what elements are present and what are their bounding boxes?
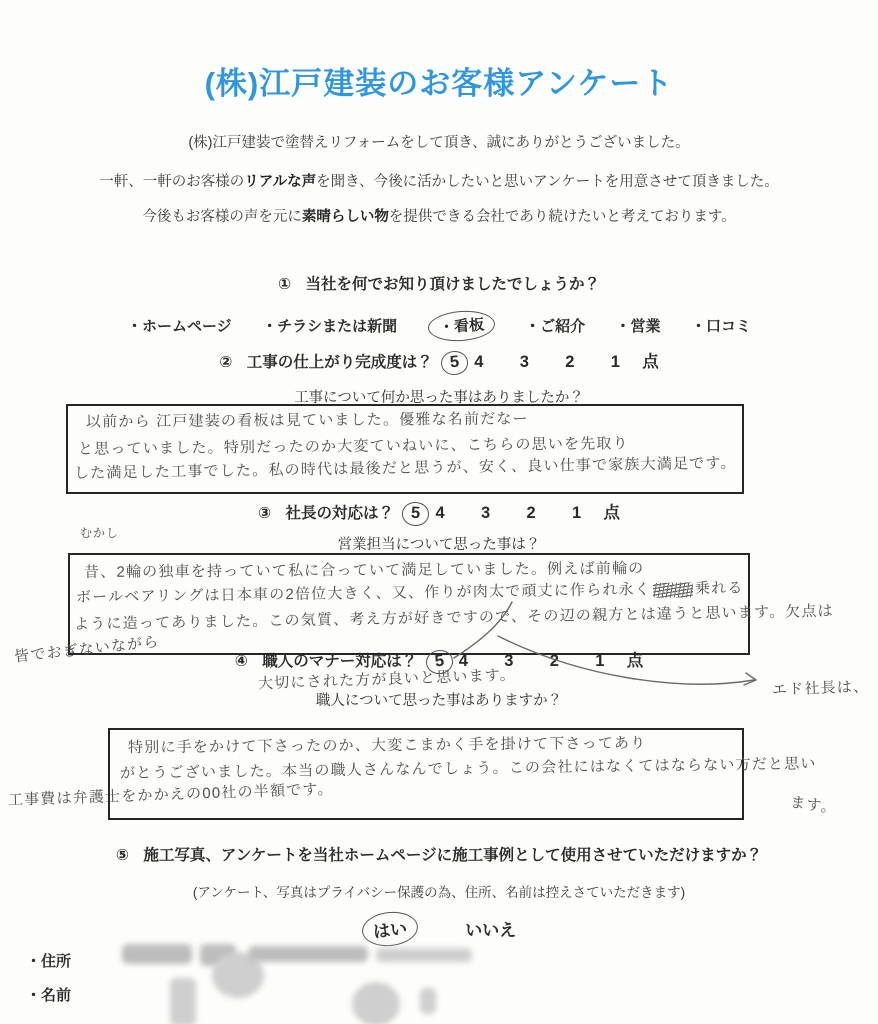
intro-line-1 [0,131,878,152]
comment-2-note-mid: 大切にされた方が良いと思います。 [257,666,517,693]
question-5-number: ⑤ [115,847,130,864]
question-1-options [0,311,878,341]
comment-3-prompt: 職人について思った事はありますか？ [315,693,563,709]
question-2-number: ② [219,354,233,371]
intro-line-3 [0,205,878,226]
comment-2-line-3: ように造ってありました。この気質、考え方が好きですので、その辺の親方とは違うと思います。欠点は [73,602,834,633]
option-flyer-newspaper: ・チラシまたは新聞 [262,318,398,335]
option-word-of-mouth: ・口コミ [691,318,752,335]
q2-score-1: 1 [610,353,620,371]
pen-arrow-to-edo-note [492,630,772,696]
intro-line-3-bold: 素晴らしい物 [301,209,389,225]
page-title: (株)江戸建装のお客様アンケート [204,66,674,101]
q4-score-unit: 点 [626,652,644,670]
question-5-heading [0,843,878,865]
question-3-label: 社長の対応は？ [285,505,394,522]
comment-3-note-bottom: 工事費は弁護士をかかえの00社の半額です。 [7,780,334,809]
q4-score-1: 1 [595,652,605,670]
intro-line-3-post: を提供できる会社であり続けたいと考えております。 [388,209,736,225]
q2-score-4: 4 [474,353,484,371]
q4-score-4: 4 [458,652,468,670]
answer-yes-circled [360,909,419,949]
comment-2-note-left: 皆でおぎないながら [13,633,161,666]
comment-2-line-1: 昔、2輪の独車を持っていて私に合っていて満足していました。例えば前輪の [83,560,645,581]
option-signboard-circled [427,309,496,344]
q3-score-unit: 点 [603,504,620,522]
question-4-label: 職人のマナー対応は？ [262,653,418,670]
intro-line-2-bold: リアルな声 [244,174,317,190]
yes-no-row [0,912,878,946]
answer-no-label: いいえ [465,921,517,940]
q4-score-3: 3 [504,652,514,670]
q2-score-3: 3 [519,353,529,371]
comment-2-prompt: 営業担当について思った事は？ [337,537,541,553]
comment-3-line-2-continuation: ます。 [789,793,839,818]
scribbled-out-word [653,582,693,598]
question-3-row [0,499,878,526]
question-1-heading [0,272,878,294]
privacy-note: (アンケート、写真はプライバシー保護の為、住所、名前は控えさていただきます) [192,885,686,900]
question-2-row [0,348,878,375]
q3-score-5-circled: 5 [402,501,430,526]
q2-score-5-circled: 5 [440,350,469,376]
address-field-label: ・住所 [26,953,72,970]
option-signboard-label: ・看板 [438,316,485,337]
question-1-number: ① [278,276,292,293]
intro-line-1-text: (株)江戸建装で塗替えリフォームをして頂き、誠にありがとうございました。 [188,135,690,151]
comment-1-line-1: 以前から 江戸建装の看板は見ていました。優雅な名前だなー [85,410,529,431]
comment-1-prompt: 工事について何か思った事はありましたか？ [294,390,584,406]
comment-2-line-2-overflow: 乗れる [694,579,744,598]
comment-2-furigana: むかし [80,526,120,540]
name-field-label: ・名前 [26,987,72,1004]
q4-score-2: 2 [549,652,559,670]
option-sales: ・営業 [615,318,661,335]
intro-line-2-pre: 一軒、一軒のお客様の [99,174,245,190]
q2-score-2: 2 [565,353,575,371]
intro-line-2 [0,170,878,191]
comment-2-note-right: エド社長は、 [771,678,870,699]
comment-1-line-2: と思っていました。特別だったのか大変ていねいに、こちらの思いを先取り [77,435,629,458]
q3-score-2: 2 [526,504,536,522]
q3-score-1: 1 [571,504,582,522]
q3-score-4: 4 [435,504,445,522]
q4-score-5-circled: 5 [424,648,454,675]
answer-yes-label: はい [372,919,408,942]
question-4-number: ④ [234,653,248,670]
q3-score-3: 3 [480,504,491,522]
option-referral: ・ご紹介 [525,318,586,335]
intro-line-3-pre: 今後もお客様の声を元に [142,209,302,225]
question-1-text: 当社を何でお知り頂けましたでしょうか？ [305,276,600,293]
question-2-label: 工事の仕上がり完成度は？ [246,354,433,371]
question-3-number: ③ [258,505,272,522]
comment-3-line-1: 特別に手をかけて下さったのか、大変こまかく手を掛けて下さってあり [127,734,647,757]
comment-1-line-3: した満足した工事でした。私の時代は最後だと思うが、安く、良い仕事で家族大満足です。 [73,454,737,482]
comment-3-line-2: がとうございました。本当の職人さんなんでしょう。この会社にはなくてはならない方だと思い [119,755,817,782]
option-homepage: ・ホームページ [126,318,232,335]
question-5-text: 施工写真、アンケートを当社ホームページに施工事例として使用させていただけますか？ [143,847,763,864]
q2-score-unit: 点 [642,353,659,371]
comment-2-line-2-text: ボールベアリングは日本車の2倍位大きく、又、作りが肉太で頑丈に作られ永く [75,580,652,606]
intro-line-2-post: を聞き、今後に活かしたいと思いアンケートを用意させて頂きました。 [316,174,779,190]
